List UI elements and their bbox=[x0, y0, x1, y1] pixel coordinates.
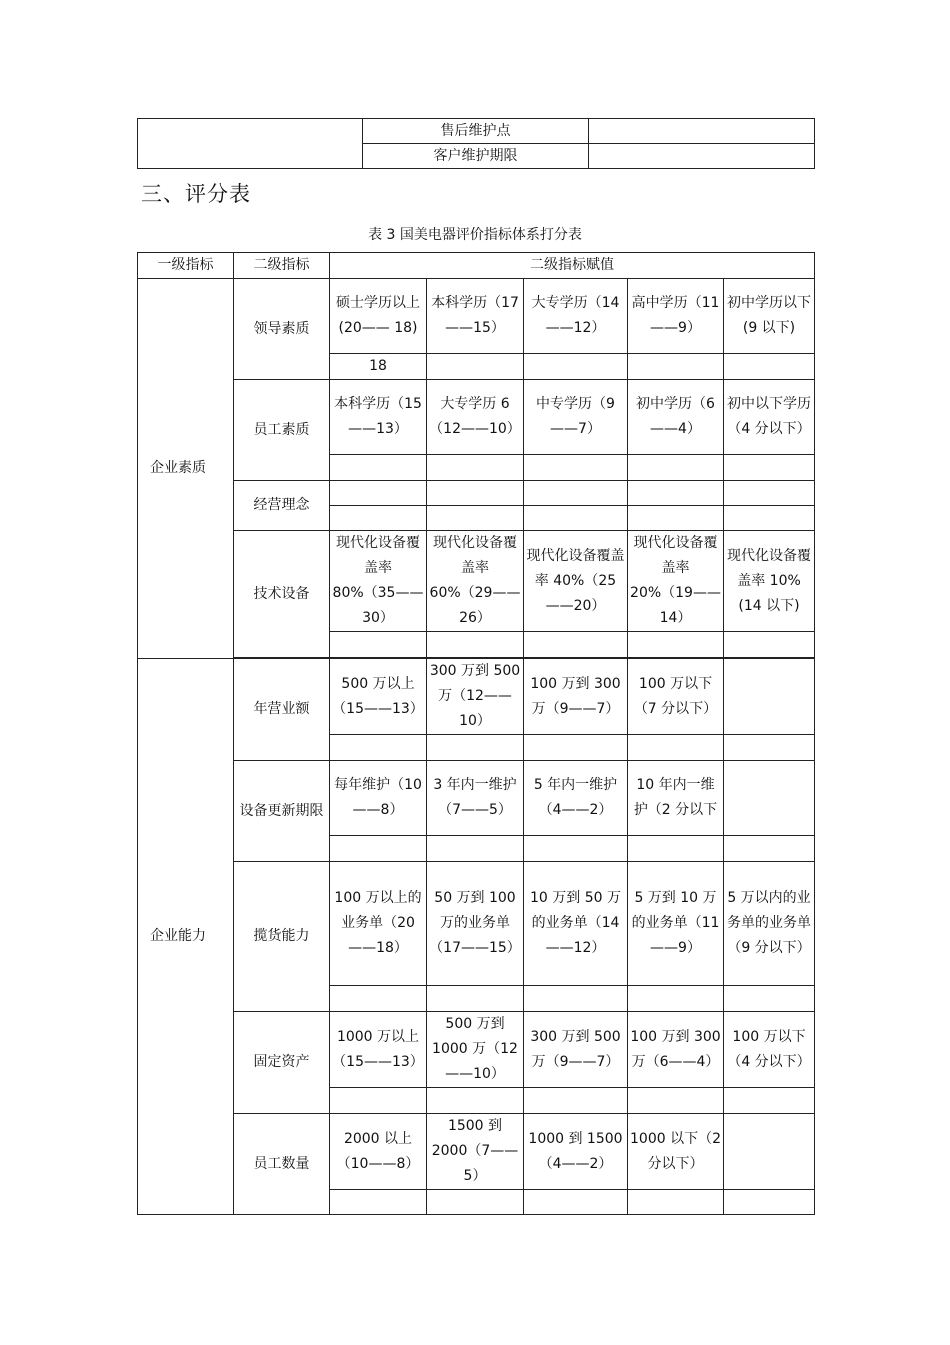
score-cell bbox=[724, 1088, 815, 1114]
value-cell: 大专学历 6（12——10） bbox=[427, 380, 524, 455]
value-cell bbox=[724, 659, 815, 735]
score-cell bbox=[427, 735, 524, 761]
value-cell: 大专学历（14——12） bbox=[524, 279, 628, 354]
value-cell bbox=[628, 481, 724, 506]
value-cell: 50 万到 100 万的业务单（17——15） bbox=[427, 862, 524, 986]
value-cell: 现代化设备覆盖率 40%（25——20） bbox=[524, 531, 628, 632]
value-cell: 500 万到 1000 万（12——10） bbox=[427, 1012, 524, 1088]
table-row bbox=[138, 380, 815, 455]
score-cell bbox=[524, 354, 628, 380]
indicator-label: 揽货能力 bbox=[234, 862, 330, 1012]
score-cell bbox=[628, 1088, 724, 1114]
score-cell bbox=[330, 632, 427, 658]
score-cell bbox=[524, 986, 628, 1012]
empty-cell bbox=[589, 119, 815, 144]
category-enterprise-quality: 企业素质 bbox=[138, 279, 234, 659]
value-cell: 100 万到 300 万（6——4） bbox=[628, 1012, 724, 1088]
table-row bbox=[138, 531, 815, 632]
value-cell: 1000 万以上（15——13） bbox=[330, 1012, 427, 1088]
table-row bbox=[138, 1012, 815, 1088]
score-cell bbox=[524, 735, 628, 761]
score-cell bbox=[628, 506, 724, 531]
score-cell bbox=[524, 1088, 628, 1114]
value-cell bbox=[724, 761, 815, 836]
after-sales-point-label: 售后维护点 bbox=[363, 119, 589, 144]
indicator-label: 经营理念 bbox=[234, 481, 330, 531]
score-cell bbox=[724, 632, 815, 658]
score-cell bbox=[724, 1190, 815, 1215]
value-cell: 高中学历（11——9） bbox=[628, 279, 724, 354]
value-cell: 500 万以上（15——13） bbox=[330, 659, 427, 735]
table-row bbox=[138, 761, 815, 836]
value-cell: 10 年内一维护（2 分以下 bbox=[628, 761, 724, 836]
value-cell: 10 万到 50 万的业务单（14——12） bbox=[524, 862, 628, 986]
score-cell bbox=[524, 836, 628, 862]
section-heading: 三、评分表 bbox=[141, 182, 251, 206]
header-assignment: 二级指标赋值 bbox=[330, 253, 815, 279]
value-cell: 100 万到 300 万（9——7） bbox=[524, 659, 628, 735]
value-cell bbox=[524, 481, 628, 506]
score-cell bbox=[724, 986, 815, 1012]
value-cell: 本科学历（15——13） bbox=[330, 380, 427, 455]
category-enterprise-capability: 企业能力 bbox=[138, 659, 234, 1215]
score-cell bbox=[427, 632, 524, 658]
indicator-label: 员工数量 bbox=[234, 1114, 330, 1215]
score-cell bbox=[524, 1190, 628, 1215]
value-cell: 初中学历以下 (9 以下) bbox=[724, 279, 815, 354]
value-cell: 现代化设备覆盖率 20%（19——14） bbox=[628, 531, 724, 632]
value-cell: 现代化设备覆盖率 80%（35——30） bbox=[330, 531, 427, 632]
value-cell bbox=[427, 481, 524, 506]
score-cell bbox=[628, 735, 724, 761]
value-cell: 每年维护（10——8） bbox=[330, 761, 427, 836]
score-cell bbox=[628, 1190, 724, 1215]
empty-cell bbox=[589, 144, 815, 169]
score-cell bbox=[724, 506, 815, 531]
score-cell bbox=[427, 1088, 524, 1114]
score-cell bbox=[330, 735, 427, 761]
table-caption: 表 3 国美电器评价指标体系打分表 bbox=[368, 227, 582, 243]
value-cell: 1000 以下（2 分以下） bbox=[628, 1114, 724, 1190]
score-cell bbox=[724, 735, 815, 761]
value-cell: 本科学历（17——15） bbox=[427, 279, 524, 354]
score-cell bbox=[330, 1190, 427, 1215]
score-cell bbox=[427, 354, 524, 380]
score-cell bbox=[628, 455, 724, 481]
value-cell: 初中以下学历（4 分以下） bbox=[724, 380, 815, 455]
indicator-label: 固定资产 bbox=[234, 1012, 330, 1114]
score-cell bbox=[427, 1190, 524, 1215]
indicator-label: 员工素质 bbox=[234, 380, 330, 481]
value-cell: 中专学历（9——7） bbox=[524, 380, 628, 455]
score-cell: 18 bbox=[330, 354, 427, 380]
value-cell: 5 万以内的业务单的业务单（9 分以下） bbox=[724, 862, 815, 986]
score-cell bbox=[524, 455, 628, 481]
score-cell bbox=[330, 836, 427, 862]
table-row bbox=[138, 659, 815, 735]
header-level1: 一级指标 bbox=[138, 253, 234, 279]
value-cell: 2000 以上（10——8） bbox=[330, 1114, 427, 1190]
indicator-label: 年营业额 bbox=[234, 659, 330, 761]
score-cell bbox=[628, 986, 724, 1012]
value-cell: 5 年内一维护（4——2） bbox=[524, 761, 628, 836]
value-cell bbox=[724, 1114, 815, 1190]
score-cell bbox=[427, 986, 524, 1012]
value-cell: 1000 到 1500（4——2） bbox=[524, 1114, 628, 1190]
value-cell bbox=[330, 481, 427, 506]
value-cell: 初中学历（6——4） bbox=[628, 380, 724, 455]
customer-maintenance-term-label: 客户维护期限 bbox=[363, 144, 589, 169]
score-cell bbox=[524, 632, 628, 658]
score-cell bbox=[524, 506, 628, 531]
score-cell bbox=[628, 836, 724, 862]
score-cell bbox=[724, 836, 815, 862]
score-cell bbox=[724, 455, 815, 481]
score-cell bbox=[427, 506, 524, 531]
value-cell bbox=[724, 481, 815, 506]
value-cell: 100 万以上的业务单（20——18） bbox=[330, 862, 427, 986]
value-cell: 硕士学历以上 (20—— 18) bbox=[330, 279, 427, 354]
score-table bbox=[137, 252, 815, 1215]
empty-cell bbox=[138, 119, 363, 169]
value-cell: 100 万以下（7 分以下） bbox=[628, 659, 724, 735]
indicator-label: 领导素质 bbox=[234, 279, 330, 380]
value-cell: 100 万以下（4 分以下） bbox=[724, 1012, 815, 1088]
value-cell: 现代化设备覆盖率 10%(14 以下) bbox=[724, 531, 815, 632]
score-cell bbox=[628, 632, 724, 658]
score-cell bbox=[628, 354, 724, 380]
table-row bbox=[138, 1114, 815, 1190]
table-header-row bbox=[138, 253, 815, 279]
value-cell: 1500 到 2000（7——5） bbox=[427, 1114, 524, 1190]
score-cell bbox=[330, 1088, 427, 1114]
table-row bbox=[138, 862, 815, 986]
score-cell bbox=[724, 354, 815, 380]
top-table bbox=[137, 118, 815, 169]
score-cell bbox=[330, 506, 427, 531]
table-row bbox=[138, 119, 815, 144]
indicator-label: 技术设备 bbox=[234, 531, 330, 658]
header-level2: 二级指标 bbox=[234, 253, 330, 279]
score-cell bbox=[427, 455, 524, 481]
table-row bbox=[138, 481, 815, 506]
value-cell: 300 万到 500 万（12——10） bbox=[427, 659, 524, 735]
value-cell: 现代化设备覆盖率 60%（29——26） bbox=[427, 531, 524, 632]
score-cell bbox=[330, 986, 427, 1012]
value-cell: 3 年内一维护（7——5） bbox=[427, 761, 524, 836]
score-cell bbox=[330, 455, 427, 481]
table-row bbox=[138, 279, 815, 354]
value-cell: 300 万到 500 万（9——7） bbox=[524, 1012, 628, 1088]
indicator-label: 设备更新期限 bbox=[234, 761, 330, 862]
value-cell: 5 万到 10 万的业务单（11——9） bbox=[628, 862, 724, 986]
score-cell bbox=[427, 836, 524, 862]
